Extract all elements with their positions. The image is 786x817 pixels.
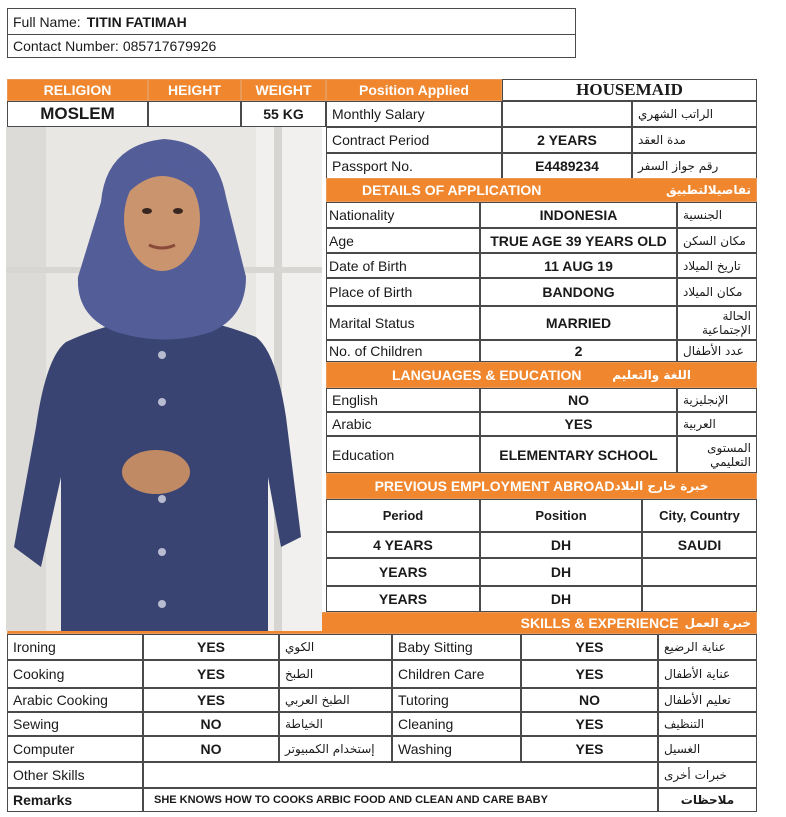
detail-value: TRUE AGE 39 YEARS OLD — [480, 228, 677, 253]
skill-label: Sewing — [7, 712, 143, 736]
languages-header — [326, 362, 757, 388]
detail-arabic-label: الجنسية — [677, 202, 757, 228]
language-arabic-label: المستوى التعليمي — [677, 436, 757, 473]
skill-label: Arabic Cooking — [7, 688, 143, 712]
language-label: English — [326, 388, 480, 412]
skill-value: NO — [521, 688, 658, 712]
weight-value: 55 KG — [241, 101, 326, 127]
religion-value: MOSLEM — [7, 101, 148, 127]
employment-city — [642, 586, 757, 612]
skill-label: Washing — [392, 736, 521, 762]
detail-label: Nationality — [326, 202, 480, 228]
details-header-label: DETAILS OF APPLICATION — [362, 182, 542, 198]
details-header-arabic: تفاصيلالتطبيق — [666, 183, 751, 197]
employment-position: DH — [480, 558, 642, 586]
job-label: Contract Period — [326, 127, 502, 153]
skill-arabic-label: الطبخ — [279, 660, 392, 688]
employment-position: DH — [480, 586, 642, 612]
other-skills-label: Other Skills — [7, 762, 143, 788]
contact-row — [7, 34, 576, 58]
other-skills-value — [143, 762, 658, 788]
employment-city: SAUDI — [642, 532, 757, 558]
employment-period: 4 YEARS — [326, 532, 480, 558]
skill-arabic-label: التنظيف — [658, 712, 757, 736]
employment-header-arabic: خبرة خارج البلاد — [614, 479, 709, 493]
employment-header-label: PREVIOUS EMPLOYMENT ABROAD — [374, 478, 615, 494]
job-value: 2 YEARS — [502, 127, 632, 153]
language-label: Education — [326, 436, 480, 473]
skill-label: Computer — [7, 736, 143, 762]
detail-value: BANDONG — [480, 278, 677, 306]
language-value: YES — [480, 412, 677, 436]
skill-label: Baby Sitting — [392, 634, 521, 660]
skill-label: Cleaning — [392, 712, 521, 736]
job-value — [502, 101, 632, 127]
skill-label: Cooking — [7, 660, 143, 688]
language-arabic-label: العربية — [677, 412, 757, 436]
remarks-arabic: ملاحظات — [658, 788, 757, 812]
job-arabic-label: مدة العقد — [632, 127, 757, 153]
skill-value: YES — [143, 634, 279, 660]
skill-value: NO — [143, 736, 279, 762]
employment-col-city: City, Country — [642, 499, 757, 532]
skill-arabic-label: الطبخ العربي — [279, 688, 392, 712]
job-label: Monthly Salary — [326, 101, 502, 127]
language-value: ELEMENTARY SCHOOL — [480, 436, 677, 473]
candidate-photo — [6, 127, 322, 631]
height-value — [148, 101, 241, 127]
languages-header-label: LANGUAGES & EDUCATION — [392, 367, 582, 383]
skill-value: YES — [143, 688, 279, 712]
religion-header: RELIGION — [7, 79, 148, 101]
skill-arabic-label: عناية الأطفال — [658, 660, 757, 688]
full-name-label: Full Name: — [13, 13, 81, 30]
job-label: Passport No. — [326, 153, 502, 179]
contact-value: 085717679926 — [122, 38, 217, 54]
detail-arabic-label: مكان الميلاد — [677, 278, 757, 306]
skill-arabic-label: الغسيل — [658, 736, 757, 762]
language-arabic-label: الإنجليزية — [677, 388, 757, 412]
detail-value: MARRIED — [480, 306, 677, 340]
employment-position: DH — [480, 532, 642, 558]
detail-label: Age — [326, 228, 480, 253]
full-name-value: TITIN FATIMAH — [86, 13, 187, 30]
detail-label: No. of Children — [326, 340, 480, 362]
full-name-row — [7, 8, 576, 35]
employment-col-position: Position — [480, 499, 642, 532]
detail-value: 11 AUG 19 — [480, 253, 677, 278]
detail-label: Place of Birth — [326, 278, 480, 306]
employment-city — [642, 558, 757, 586]
job-arabic-label: الراتب الشهري — [632, 101, 757, 127]
other-skills-arabic: خبرات أخرى — [658, 762, 757, 788]
detail-arabic-label: الحالة الإجتماعية — [677, 306, 757, 340]
remarks-label: Remarks — [7, 788, 143, 812]
skill-arabic-label: تعليم الأطفال — [658, 688, 757, 712]
contact-label: Contact Number: — [13, 38, 119, 54]
detail-value: 2 — [480, 340, 677, 362]
details-header — [326, 178, 757, 202]
person-photo-icon — [6, 127, 322, 631]
skill-arabic-label: الكوي — [279, 634, 392, 660]
skill-value: NO — [143, 712, 279, 736]
skill-arabic-label: الخياطة — [279, 712, 392, 736]
detail-arabic-label: مكان السكن — [677, 228, 757, 253]
employment-period: YEARS — [326, 586, 480, 612]
skill-value: YES — [521, 736, 658, 762]
skill-label: Tutoring — [392, 688, 521, 712]
detail-label: Date of Birth — [326, 253, 480, 278]
skills-header-label: SKILLS & EXPERIENCE — [520, 615, 679, 631]
employment-period: YEARS — [326, 558, 480, 586]
skill-arabic-label: إستخدام الكمبيوتر — [279, 736, 392, 762]
remarks-value: SHE KNOWS HOW TO COOKS ARBIC FOOD AND CLEAN AND CARE BABY — [143, 788, 658, 812]
height-header: HEIGHT — [148, 79, 241, 101]
skill-value: YES — [143, 660, 279, 688]
detail-label: Marital Status — [326, 306, 480, 340]
skill-arabic-label: عناية الرضيع — [658, 634, 757, 660]
skill-label: Children Care — [392, 660, 521, 688]
skill-label: Ironing — [7, 634, 143, 660]
job-arabic-label: رقم جواز السفر — [632, 153, 757, 179]
job-value: E4489234 — [502, 153, 632, 179]
employment-col-period: Period — [326, 499, 480, 532]
detail-arabic-label: تاريخ الميلاد — [677, 253, 757, 278]
weight-header: WEIGHT — [241, 79, 326, 101]
language-value: NO — [480, 388, 677, 412]
languages-header-arabic: اللغة والتعليم — [612, 368, 691, 382]
skill-value: YES — [521, 660, 658, 688]
employment-header — [326, 473, 757, 499]
skills-header-arabic: خبرة العمل — [684, 616, 751, 630]
position-value: HOUSEMAID — [502, 79, 757, 101]
skill-value: YES — [521, 712, 658, 736]
detail-arabic-label: عدد الأطفال — [677, 340, 757, 362]
detail-value: INDONESIA — [480, 202, 677, 228]
position-header: Position Applied — [326, 79, 502, 101]
language-label: Arabic — [326, 412, 480, 436]
skill-value: YES — [521, 634, 658, 660]
